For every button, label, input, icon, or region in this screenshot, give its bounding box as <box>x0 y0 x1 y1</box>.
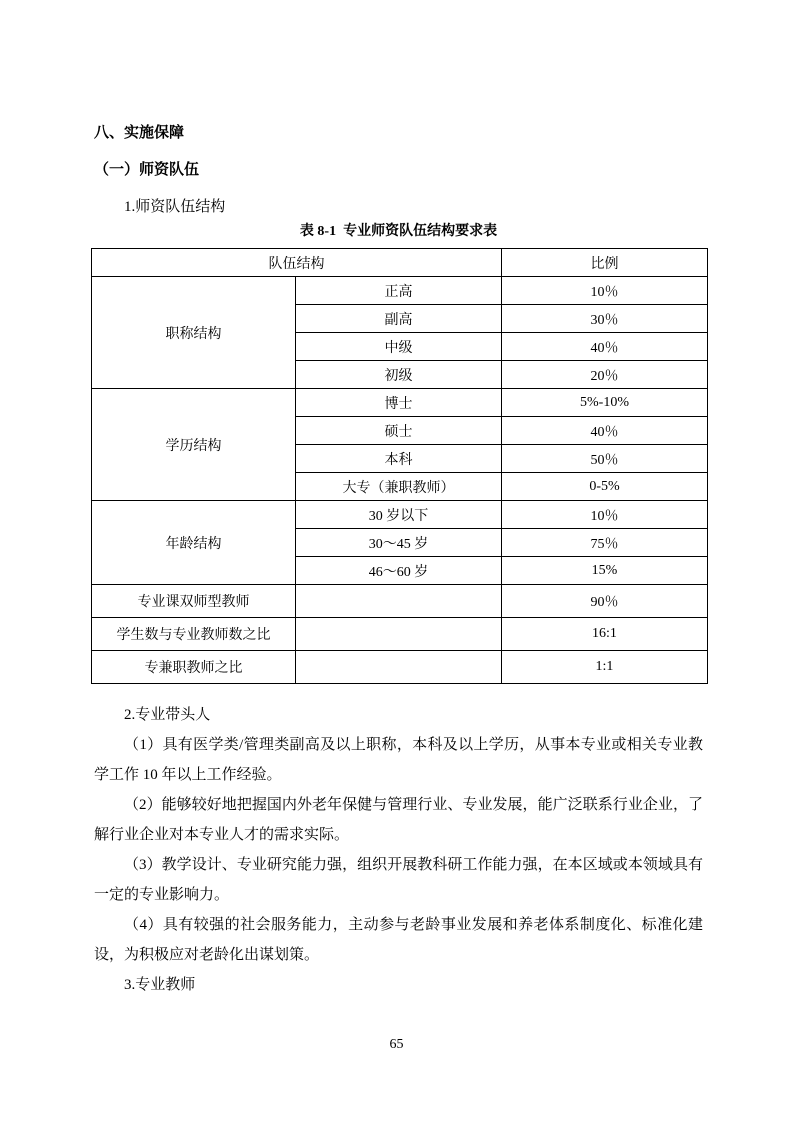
numbered-item-2: 2.专业带头人 <box>124 707 211 723</box>
item-cell: 正高 <box>296 277 502 305</box>
value-cell: 90％ <box>502 585 708 618</box>
item-cell: 中级 <box>296 333 502 361</box>
item-cell: 本科 <box>296 445 502 473</box>
value-cell: 40％ <box>502 417 708 445</box>
value-cell: 20％ <box>502 361 708 389</box>
paragraph-1: （1）具有医学类/管理类副高及以上职称，本科及以上学历，从事本专业或相关专业教学工作 10 年以上工作经验。 <box>94 737 703 783</box>
value-cell: 16:1 <box>502 618 708 651</box>
item-cell: 30 岁以下 <box>296 501 502 529</box>
item-cell: 46～60 岁 <box>296 557 502 585</box>
table-caption: 表 8-1 专业师资队伍结构要求表 <box>299 224 498 239</box>
body-text-block <box>94 700 703 1000</box>
section-heading: 八、实施保障 <box>94 125 185 141</box>
group-label-cell: 学历结构 <box>92 389 296 501</box>
header-cell-ratio: 比例 <box>502 249 708 277</box>
header-cell-structure: 队伍结构 <box>92 249 502 277</box>
value-cell: 10％ <box>502 277 708 305</box>
value-cell: 75％ <box>502 529 708 557</box>
row-label-cell: 专业课双师型教师 <box>92 585 296 618</box>
table-row <box>92 585 708 618</box>
table-header-row <box>92 249 708 277</box>
item-cell: 副高 <box>296 305 502 333</box>
value-cell: 5%-10% <box>502 389 708 417</box>
table-row <box>92 651 708 684</box>
group-label-cell: 年龄结构 <box>92 501 296 585</box>
item-cell: 30～45 岁 <box>296 529 502 557</box>
item-cell: 博士 <box>296 389 502 417</box>
paragraph-3: （3）教学设计、专业研究能力强，组织开展教科研工作能力强，在本区域或本领域具有一定的专业影响力。 <box>94 857 703 903</box>
item-cell: 大专（兼职教师） <box>296 473 502 501</box>
value-cell: 10％ <box>502 501 708 529</box>
value-cell: 40％ <box>502 333 708 361</box>
value-cell: 1:1 <box>502 651 708 684</box>
row-label-cell: 学生数与专业教师数之比 <box>92 618 296 651</box>
value-cell: 50％ <box>502 445 708 473</box>
empty-cell <box>296 585 502 618</box>
row-label-cell: 专兼职教师之比 <box>92 651 296 684</box>
page-number: 65 <box>389 1037 404 1052</box>
value-cell: 15% <box>502 557 708 585</box>
table-row <box>92 618 708 651</box>
table-row <box>92 389 708 417</box>
paragraph-2: （2）能够较好地把握国内外老年保健与管理行业、专业发展，能广泛联系行业企业，了解行业企业对本专业人才的需求实际。 <box>94 797 703 843</box>
numbered-item-1: 1.师资队伍结构 <box>124 199 226 215</box>
empty-cell <box>296 651 502 684</box>
value-cell: 30％ <box>502 305 708 333</box>
numbered-item-3: 3.专业教师 <box>124 977 196 993</box>
faculty-structure-table <box>91 248 708 684</box>
group-label-cell: 职称结构 <box>92 277 296 389</box>
empty-cell <box>296 618 502 651</box>
item-cell: 硕士 <box>296 417 502 445</box>
item-cell: 初级 <box>296 361 502 389</box>
subsection-heading: （一）师资队伍 <box>94 162 200 178</box>
table-row <box>92 501 708 529</box>
paragraph-4: （4）具有较强的社会服务能力，主动参与老龄事业发展和养老体系制度化、标准化建设，为积极应对老龄化出谋划策。 <box>94 917 703 963</box>
table-row <box>92 277 708 305</box>
value-cell: 0-5% <box>502 473 708 501</box>
